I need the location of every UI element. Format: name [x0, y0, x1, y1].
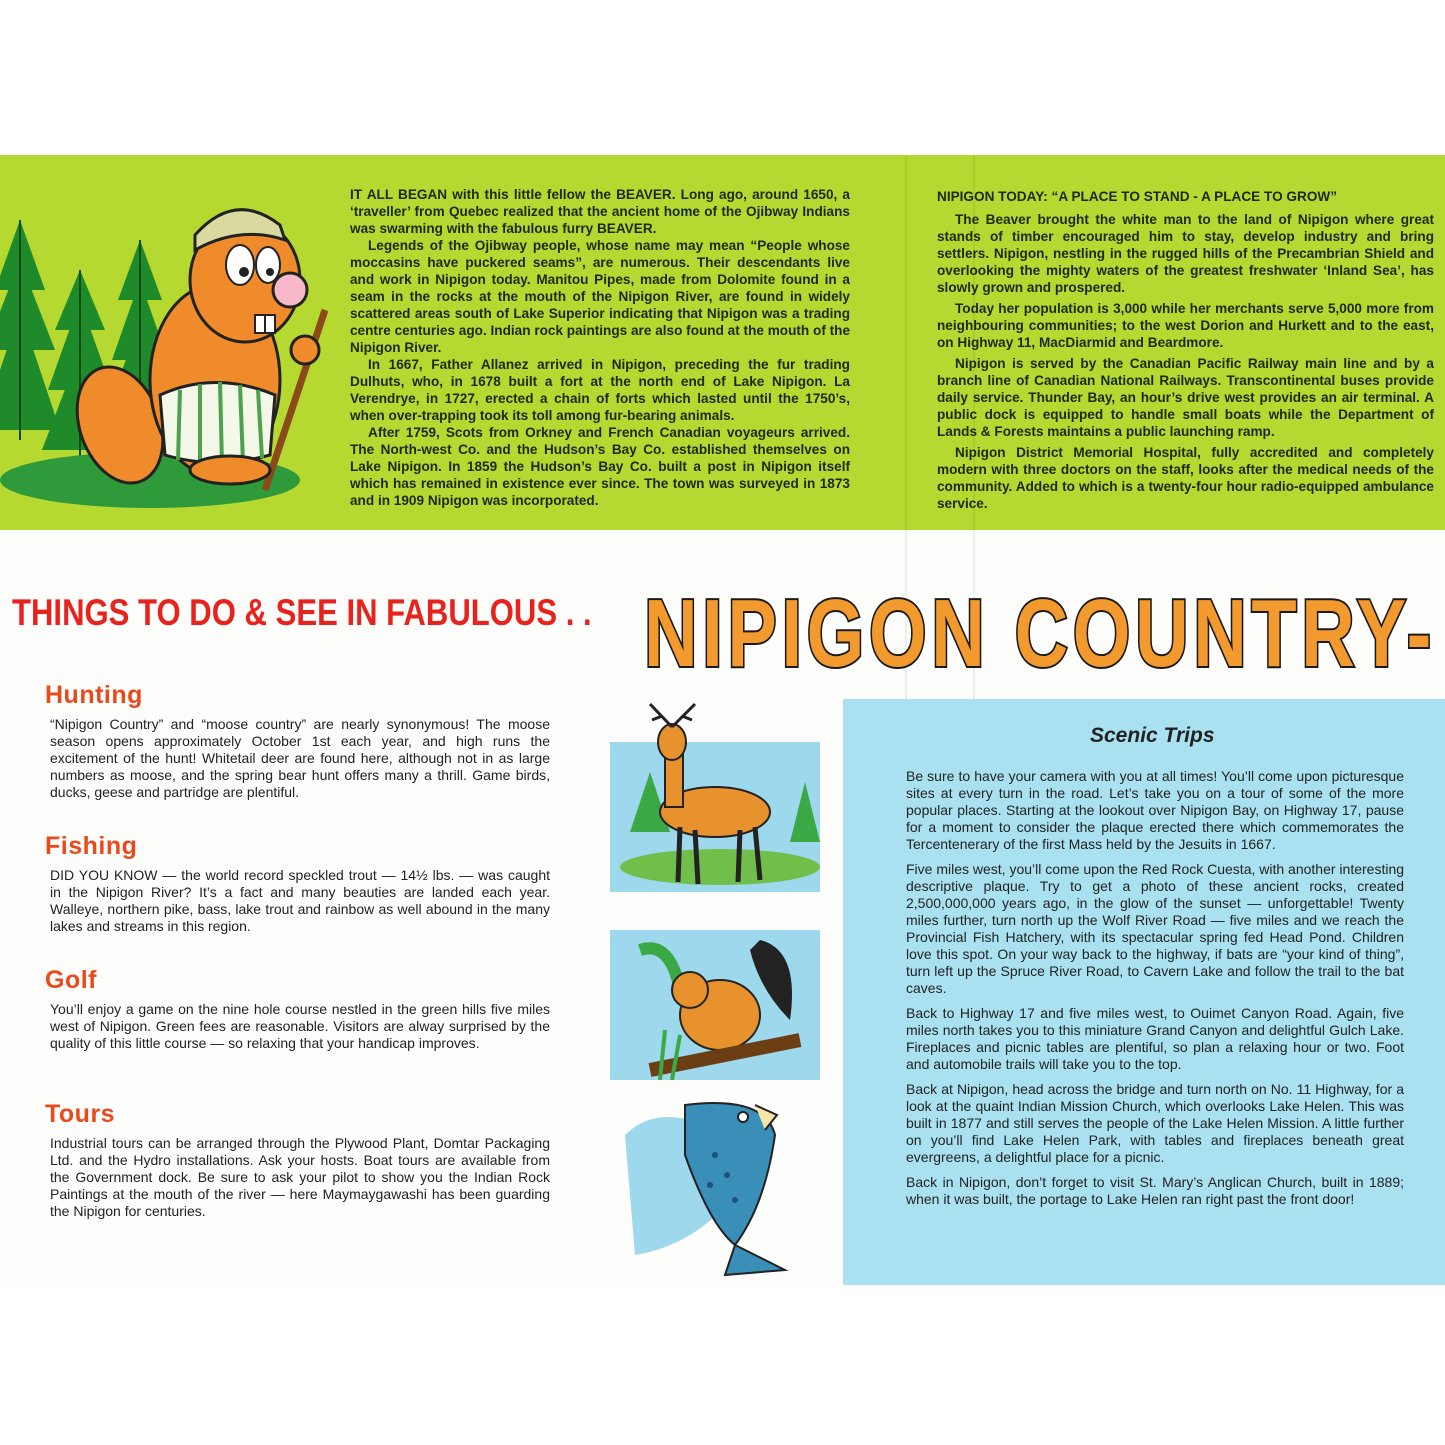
history-paragraph: In 1667, Father Allanez arrived in Nipigon, preceding the fur trading Dulhuts, who, in 1678 built a fort at the north end of Lake Nipigon. La Verendrye, in 1727, erected a chain of forts which lasted until the 1750’s, when over-trapping took its toll among fur-bearing animals. — [350, 357, 850, 423]
deer-illustration — [610, 702, 820, 902]
squirrel-illustration — [610, 930, 820, 1080]
nipigon-today-heading: NIPIGON TODAY: “A PLACE TO STAND - A PLACE TO GROW” — [937, 189, 1338, 204]
beaver-mascot-illustration — [0, 180, 330, 520]
fishing-section — [45, 832, 550, 935]
scenic-paragraph: Back at Nipigon, head across the bridge and turn north on No. 11 Highway, for a look at the quaint Indian Mission Church, which overlooks Lake Helen. This was built in 1877 and still serves the people of the Lake Helen Mission. A little further on you’ll find Lake Helen Park, with tables and fireplaces beneath great evergreens, a delightful place for a picnic. — [906, 1081, 1404, 1165]
history-paragraph: IT ALL BEGAN with this little fellow the BEAVER. Long ago, around 1650, a ‘traveller’ from Quebec realized that the ancient home of the Ojibway Indians was swarming with the fabulous furry BEAVER. — [350, 187, 850, 236]
scenic-trips-title: Scenic Trips — [1090, 724, 1215, 747]
fishing-body: DID YOU KNOW — the world record speckled trout — 14½ lbs. — was caught in the Nipigon River? It’s a fact and many beauties are landed each year. Walleye, northern pike, bass, lake trout and rainbow as well abound in the many lakes and streams in this region. — [50, 867, 550, 934]
golf-section — [45, 966, 550, 1052]
scenic-paragraph: Back to Highway 17 and five miles west, to Ouimet Canyon Road. Again, five miles north takes you to this miniature Grand Canyon and delightful Gulch Lake. Fireplaces and picnic tables are plentiful, so plan a relaxing hour or two. Foot and automobile trails will take you to the top. — [906, 1005, 1404, 1072]
golf-title: Golf — [45, 966, 97, 994]
nipigon-today-paragraph: The Beaver brought the white man to the land of Nipigon where great stands of timber encouraged him to stay, develop industry and bring settlers. Nipigon, nestling in the rugged hills of the Precambrian Shield and overlooking the mighty waters of the greatest freshwater ‘Inland Sea’, has slowly grown and prospered. — [937, 212, 1434, 295]
tours-body: Industrial tours can be arranged through the Plywood Plant, Domtar Packaging Ltd. and the Hydro installations. Ask your hosts. Boat tours are available from the Government dock. Be sure to ask your pilot to show you the Indian Rock Paintings at the mouth of the river — here Maymaygawashi has been guarding the Nipigon for centuries. — [50, 1135, 550, 1219]
nipigon-today-column — [937, 188, 1434, 512]
tours-section — [45, 1100, 550, 1220]
scenic-paragraph: Be sure to have your camera with you at all times! You’ll come upon picturesque sites at every turn in the road. Let’s take you on a tour of some of the more popular places. Starting at the lookout over Nipigon Bay, on Highway 17, pause for a moment to consider the plaque erected there which commemorates the Tercentenerary of the first Mass held by the Jesuits in 1667. — [906, 768, 1404, 852]
fish-illustration — [615, 1095, 825, 1280]
nipigon-today-paragraph: Nipigon is served by the Canadian Pacific Railway main line and by a branch line of Canadian National Railways. Transcontinental buses provide daily service. Thunder Bay, an hour’s drive west provides an air terminal. A public dock is equipped to handle small boats while the Department of Lands & Forests maintains a public launching ramp. — [937, 356, 1434, 439]
fishing-title: Fishing — [45, 832, 138, 860]
nipigon-today-paragraph: Nipigon District Memorial Hospital, fully accredited and completely modern with three doctors on the staff, looks after the medical needs of the community. Added to which is a twenty-four hour radio-equipped ambulance service. — [937, 445, 1434, 511]
history-paragraph: After 1759, Scots from Orkney and French Canadian voyageurs arrived. The North-west Co. and the Hudson’s Bay Co. established themselves on Lake Nipigon. In 1859 the Hudson’s Bay Co. built a post in Nipigon itself which has remained in existence ever since. The town was surveyed in 1873 and in 1909 Nipigon was incorporated. — [350, 425, 850, 508]
scenic-trips-body — [906, 768, 1404, 1216]
hunting-title: Hunting — [45, 681, 143, 709]
tours-title: Tours — [45, 1100, 116, 1128]
scenic-paragraph: Back in Nipigon, don’t forget to visit St. Mary’s Anglican Church, built in 1889; when it was built, the portage to Lake Helen ran right past the front door! — [906, 1174, 1404, 1207]
big-title-text: NIPIGON COUNTRY- — [644, 580, 1436, 682]
history-column — [350, 186, 850, 509]
hunting-body: “Nipigon Country” and “moose country” are nearly synonymous! The moose season opens approximately October 1st each year, and high runs the excitement of the hunt! Whitetail deer are found here, although not in as large numbers as moose, and the spring bear hunt offers many a thrill. Game birds, ducks, geese and partridge are plentiful. — [50, 716, 550, 800]
nipigon-country-title — [640, 572, 1440, 682]
hunting-section — [45, 681, 550, 801]
scenic-paragraph: Five miles west, you’ll come upon the Red Rock Cuesta, with another interesting descriptive plaque. Try to get a photo of these ancient rocks, created 2,500,000,000 years ago, in the glow of the sunset — unforgettable! Twenty miles further, turn north up the Wolf River Road — five miles and we reach the Provincial Fish Hatchery, with its spectacular spring fed Head Pond. Children love this spot. On your way back to the highway, if bats are “your kind of thing”, turn left up the Spruce River Road, to Cavern Lake and follow the trail to the bat caves. — [906, 861, 1405, 996]
headline: THINGS TO DO & SEE IN FABULOUS . . — [12, 592, 592, 633]
history-paragraph: Legends of the Ojibway people, whose name may mean “People whose moccasins have puckered seams”, are numerous. Their descendants live and work in Nipigon today. Manitou Pipes, made from Dolomite found in a seam in the rocks at the mouth of the Nipigon River, are found in widely scattered areas south of Lake Superior indicating that Nipigon was a trading centre centuries ago. Indian rock paintings are also found at the mouth of the Nipigon River. — [350, 238, 851, 355]
nipigon-today-paragraph: Today her population is 3,000 while her merchants serve 5,000 more from neighbouring communities; to the west Dorion and Hurkett and to the east, on Highway 11, MacDiarmid and Beardmore. — [937, 301, 1434, 350]
golf-body: You’ll enjoy a game on the nine hole course nestled in the green hills five miles west of Nipigon. Green fees are reasonable. Visitors are alway surprised by the quality of this little course — so relaxing that your handicap improves. — [50, 1001, 550, 1051]
